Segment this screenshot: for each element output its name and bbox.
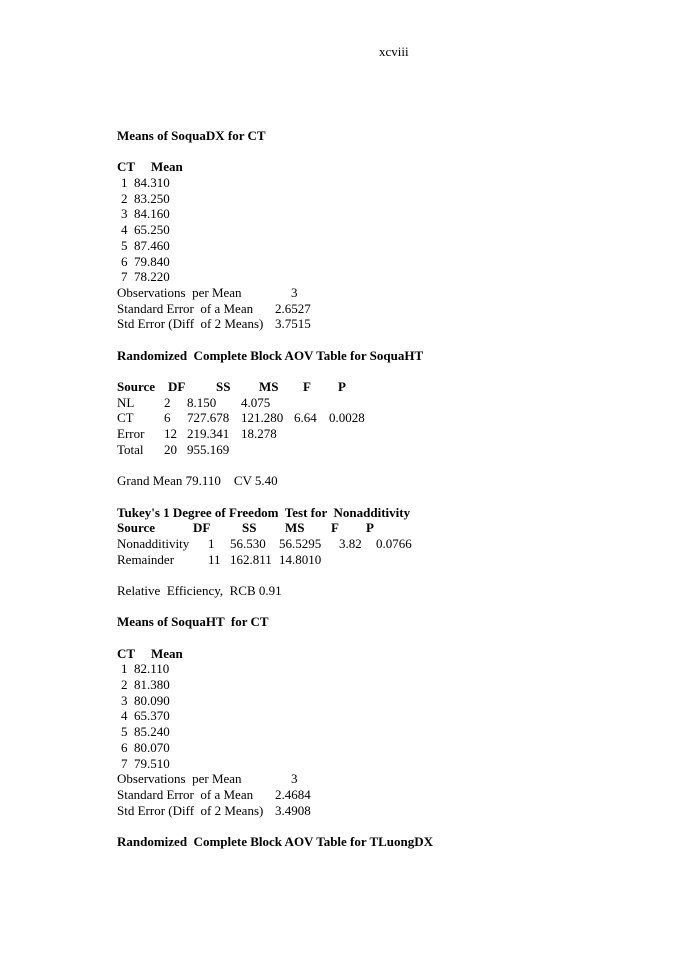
sed-label: Std Error (Diff of 2 Means) — [117, 316, 264, 332]
header-f: F — [331, 520, 339, 536]
table-cell: 7 — [121, 269, 128, 285]
table-row — [117, 175, 677, 191]
means-dx-sed — [117, 316, 677, 332]
table-row — [117, 708, 677, 724]
table-row — [117, 740, 677, 756]
table-cell: 20 — [164, 441, 177, 457]
se-value: 2.4684 — [275, 786, 311, 802]
means-dx-header — [117, 159, 677, 175]
table-cell: 727.678 — [187, 410, 230, 426]
table-cell: 2 — [121, 677, 128, 693]
table-row — [117, 693, 677, 709]
header-f: F — [303, 379, 311, 394]
sed-label: Std Error (Diff of 2 Means) — [117, 802, 264, 818]
table-cell: 5 — [121, 237, 128, 253]
table-row — [117, 552, 677, 568]
table-cell: 18.278 — [241, 426, 277, 442]
means-ht-obs — [117, 771, 677, 787]
table-cell: 11 — [208, 551, 221, 567]
table-cell: 219.341 — [187, 426, 230, 442]
table-cell: 121.280 — [241, 410, 284, 426]
header-ct: CT — [117, 645, 136, 661]
table-cell: 82.110 — [134, 661, 170, 677]
header-source: Source — [117, 520, 156, 536]
table-cell: 7 — [121, 755, 128, 771]
obs-label: Observations per Mean — [117, 771, 242, 787]
relative-efficiency: Relative Efficiency, RCB 0.91 — [117, 582, 282, 598]
table-cell: 1 — [121, 175, 128, 191]
se-label: Standard Error of a Mean — [117, 300, 254, 316]
table-row — [117, 661, 677, 677]
table-cell: 4 — [121, 222, 128, 238]
table-cell: 1 — [208, 535, 215, 551]
means-dx-rows — [117, 175, 677, 285]
table-cell: 4 — [121, 708, 128, 724]
table-cell: 6 — [164, 410, 171, 426]
header-ss: SS — [216, 379, 231, 394]
header-ss: SS — [242, 520, 257, 536]
table-cell: 56.530 — [230, 535, 266, 551]
grand-mean: Grand Mean 79.110 CV 5.40 — [117, 473, 278, 489]
aov-ht-header — [117, 379, 677, 395]
table-cell: 955.169 — [187, 441, 230, 457]
table-row — [117, 191, 677, 207]
header-ct: CT — [117, 159, 136, 175]
table-cell: Remainder — [117, 551, 175, 567]
table-cell: 6.64 — [294, 410, 317, 426]
document-body — [117, 128, 677, 850]
table-cell: 0.0766 — [376, 535, 412, 551]
table-cell: 65.370 — [134, 708, 170, 724]
table-cell: 14.8010 — [279, 551, 322, 567]
header-source: Source — [117, 379, 156, 394]
header-p: P — [338, 379, 346, 394]
table-cell: 80.090 — [134, 692, 170, 708]
aov-ht-title: Randomized Complete Block AOV Table for SoquaHT — [117, 347, 424, 363]
table-cell: 6 — [121, 253, 128, 269]
table-row — [117, 426, 677, 442]
table-cell: Error — [117, 426, 145, 442]
means-ht-rows — [117, 661, 677, 771]
means-ht-title: Means of SoquaHT for CT — [117, 614, 269, 630]
means-dx-title: Means of SoquaDX for CT — [117, 128, 266, 143]
table-row — [117, 756, 677, 772]
se-value: 2.6527 — [275, 300, 311, 316]
table-cell: 81.380 — [134, 677, 170, 693]
table-cell: 56.5295 — [279, 535, 322, 551]
table-row — [117, 222, 677, 238]
table-cell: 162.811 — [230, 551, 272, 567]
header-df: DF — [193, 520, 211, 536]
table-cell: CT — [117, 410, 134, 426]
table-cell: Total — [117, 441, 144, 457]
table-cell: 3 — [121, 206, 128, 222]
obs-value: 3 — [291, 284, 298, 300]
table-cell: 0.0028 — [329, 410, 365, 426]
table-cell: Nonadditivity — [117, 535, 190, 551]
table-row — [117, 536, 677, 552]
table-row — [117, 724, 677, 740]
tukey-title: Tukey's 1 Degree of Freedom Test for Nonadditivity — [117, 504, 411, 520]
table-cell: 85.240 — [134, 724, 170, 740]
table-cell: 79.510 — [134, 755, 170, 771]
table-row — [117, 410, 677, 426]
table-cell: 3.82 — [339, 535, 362, 551]
table-row — [117, 677, 677, 693]
sed-value: 3.4908 — [275, 802, 311, 818]
obs-label: Observations per Mean — [117, 284, 242, 300]
table-row — [117, 395, 677, 411]
table-cell: 84.310 — [134, 175, 170, 191]
table-row — [117, 442, 677, 458]
table-cell: 4.075 — [241, 394, 271, 410]
table-row — [117, 254, 677, 270]
table-cell: 6 — [121, 739, 128, 755]
page-number: xcviii — [379, 44, 409, 59]
means-dx-se — [117, 301, 677, 317]
table-cell: 80.070 — [134, 739, 170, 755]
header-df: DF — [168, 379, 186, 394]
table-row — [117, 206, 677, 222]
table-cell: 3 — [121, 692, 128, 708]
means-dx-obs — [117, 285, 677, 301]
table-cell: 2 — [121, 190, 128, 206]
se-label: Standard Error of a Mean — [117, 786, 254, 802]
sed-value: 3.7515 — [275, 316, 311, 332]
table-cell: 87.460 — [134, 237, 170, 253]
table-cell: NL — [117, 394, 135, 410]
table-cell: 5 — [121, 724, 128, 740]
table-cell: 78.220 — [134, 269, 170, 285]
header-p: P — [366, 520, 374, 536]
table-cell: 65.250 — [134, 222, 170, 238]
table-cell: 84.160 — [134, 206, 170, 222]
aov-tl-title: Randomized Complete Block AOV Table for TLuongDX — [117, 833, 434, 849]
table-cell: 1 — [121, 661, 128, 677]
means-ht-se — [117, 787, 677, 803]
table-cell: 83.250 — [134, 190, 170, 206]
table-cell: 79.840 — [134, 253, 170, 269]
header-ms: MS — [259, 379, 279, 394]
means-ht-sed — [117, 803, 677, 819]
aov-ht-rows — [117, 395, 677, 458]
tukey-rows — [117, 536, 677, 567]
table-cell: 8.150 — [187, 394, 217, 410]
table-cell: 12 — [164, 426, 177, 442]
means-ht-header — [117, 646, 677, 662]
table-row — [117, 238, 677, 254]
header-mean: Mean — [151, 645, 183, 661]
header-mean: Mean — [151, 159, 183, 175]
header-ms: MS — [285, 520, 305, 536]
table-row — [117, 269, 677, 285]
tukey-header — [117, 520, 677, 536]
table-cell: 2 — [164, 394, 171, 410]
obs-value: 3 — [291, 771, 298, 787]
